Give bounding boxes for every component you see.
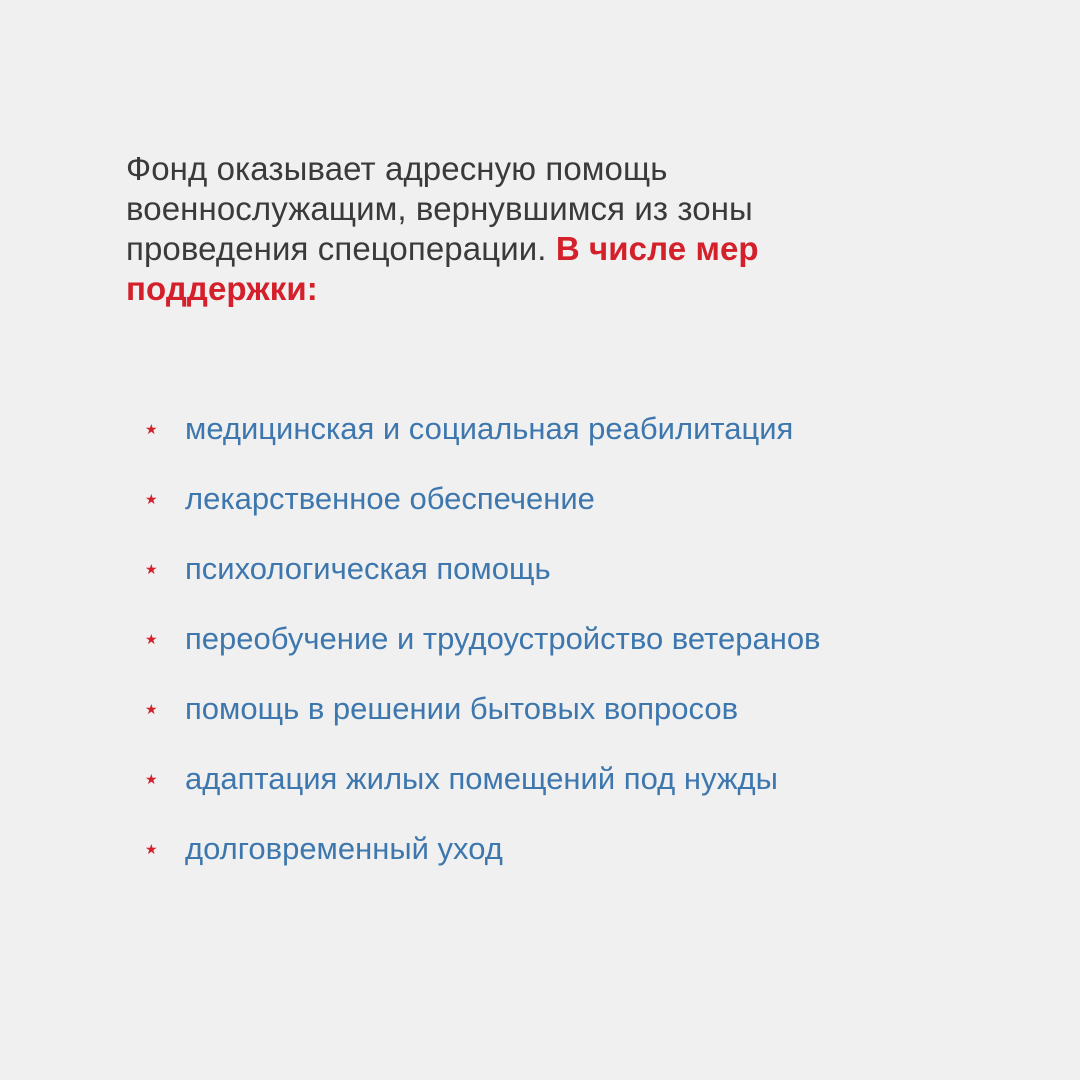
- star-icon: ★: [145, 421, 158, 437]
- list-item: [145, 828, 821, 898]
- list-item: [145, 548, 821, 618]
- list-item: [145, 758, 821, 828]
- list-item-label: переобучение и трудоустройство ветеранов: [185, 621, 821, 656]
- list-item-label: адаптация жилых помещений под нужды: [185, 761, 778, 796]
- intro-highlight: В числе мер поддержки:: [126, 230, 759, 307]
- star-icon: ★: [145, 771, 158, 787]
- star-icon: ★: [145, 491, 158, 507]
- star-icon: ★: [145, 561, 158, 577]
- list-item: [145, 618, 821, 688]
- list-item: [145, 408, 821, 478]
- list-item-label: помощь в решении бытовых вопросов: [185, 691, 739, 726]
- star-icon: ★: [145, 631, 158, 647]
- intro-text: Фонд оказывает адресную помощь военнослужащим, вернувшимся из зоны проведения спецоперации.: [126, 150, 753, 267]
- list-item-label: психологическая помощь: [185, 551, 551, 586]
- list-item-label: медицинская и социальная реабилитация: [185, 411, 794, 446]
- list-item-label: лекарственное обеспечение: [185, 481, 595, 516]
- intro-paragraph: [126, 149, 926, 309]
- list-item: [145, 688, 821, 758]
- list-item-label: долговременный уход: [185, 831, 503, 866]
- star-icon: ★: [145, 841, 158, 857]
- support-measures-list: [145, 408, 821, 898]
- list-item: [145, 478, 821, 548]
- star-icon: ★: [145, 701, 158, 717]
